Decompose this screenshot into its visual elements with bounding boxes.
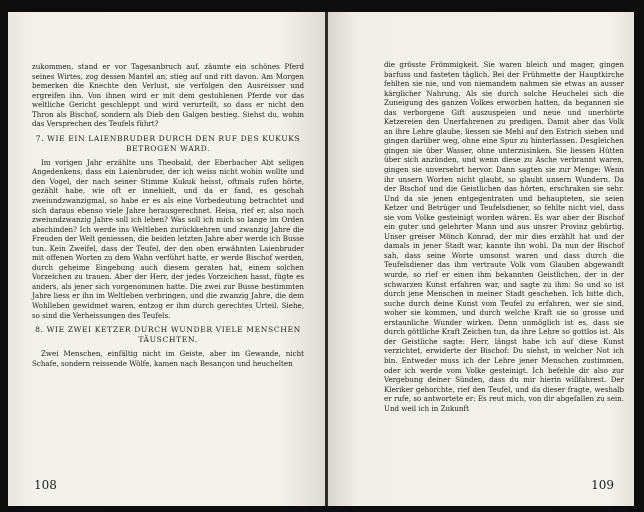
chapter-heading-7: 7. WIE EIN LAIENBRUDER DURCH DEN RUF DES KUKUKS BETROGEN WARD. [35,133,301,153]
page-number-left: 108 [34,478,57,492]
book-spread [8,12,634,506]
right-page-text [384,60,624,413]
intro-paragraph: zukommen, stand er vor Tagesanbruch auf, zäumte ein schönes Pferd seines Wirtes, zog dessen Mantel an, stieg auf und ritt davon. Am Morgen bemerken die Knechte den Verlust, sie verfolgen den Ausreisser und ergreifen ihn. Von ihnen wird er mit dem gestohlenen Pferde vor das weltliche Gericht geschleppt und wird verurteilt, so dass er nicht den Thron als Bischof, sondern als Dieb den Galgen bestieg. Siehst du, wohin das Versprechen des Teufels führt? [32,62,304,129]
left-page-text [32,62,304,368]
page-number-right: 109 [591,478,614,492]
chapter-7-paragraph: Im vorigen Jahr erzählte uns Theobald, der Eberbacher Abt seligen Angedenkens, dass ein Laienbruder, der ich weiss nicht wohin wollte und den Vogel, der nach seiner Stimme Kukuk heisst, oftmals rufen hörte, gezählt habe, wie oft er innehielt, und da er fand, es geschah zweiundzwanzigmal, so habe er es als eine Vorbedeutung betrachtet und sich daraus ebenso viele Jahre herausgerechnet. Heisa, rief er, also noch zweiundzwanzig Jahre soll ich leben? Was soll ich mich so lange im Orden abschinden? Ich werde ins Weltleben zurückkehren und zwanzig Jahre die Freuden der Welt geniessen, die beiden letzten Jahre aber werde ich Busse tun. Kein Zweifel, dass der Teufel, der den oben erwähnten Laienbruder mit offenen Worten zu dem Wahn verführt hatte, er werde Bischof werden, durch geheime Eingebung auch diesem geraten hat, einem solchen Vorzeichen zu trauen. Aber der Herr, der jedes Vorzeichen hasst, fügte es anders, als jener sich vorgenommen hatte. Die zwei zur Busse bestimmten Jahre liess er ihn im Weltleben verbringen, und die zwanzig Jahre, die dem Wohlleben gewidmet waren, entzog er ihm durch gerechtes Urteil. Siehe, so sind die Verheissungen des Teufels. [32,157,304,320]
left-page [8,12,326,506]
chapter-heading-8: 8. WIE ZWEI KETZER DURCH WUNDER VIELE MENSCHEN TÄUSCHTEN. [35,325,301,345]
right-page [328,12,634,506]
right-paragraph: die grösste Frömmigkeit. Sie waren bleich und mager, gingen barfuss und fasteten täglich. Bei der Frühmette der Hauptkirche fehlten sie nie, und von niemandem nahmen sie etwas an ausser kärglicher Nahrung. Als sie durch solche Heuchelei sich die Zuneigung des ganzen Volkes erworben hatten, da begannen sie das verborgene Gift auszuspeien und neue und unerhörte Ketzereien den Unerfahrenen zu predigen. Damit aber das Volk an ihre Lehre glaube, liessen sie Mehl auf den Estrich sieben und gingen darüber weg, ohne eine Spur zu hinterlassen. Desgleichen gingen sie über Wasser, ohne unterzusinken. Sie liessen Hütten über sich anzünden, und wenn diese zu Asche verbrannt waren, gingen sie unversehrt hervor. Dann sagten sie zur Menge: Wenn ihr unsern Worten nicht glaubt, so glaubt unsern Wundern. Da der Bischof und die Geistlichen das hörten, erschraken sie sehr. Und da sie jenen entgegentraten und behaupteten, sie seien Ketzer und Betrüger und Teufelsdiener, so fehlte nicht viel, dass sie vom Volke gesteinigt worden wären. Es war aber der Bischof ein guter und gelehrter Mann und aus unsrer Provinz gebürtig. Unser greiser Mönch Konrad, der mir dies erzählt hat und der damals in jener Stadt war, kannte ihn wohl. Da nun der Bischof sah, dass seine Worte umsonst waren und dass durch die Teufelsdiener das ihm vertraute Volk vom Glauben abgewandt wurde, so rief er einen ihm bekannten Geistlichen, der in der schwarzen Kunst erfahren war, und sagte zu ihm: So und so ist durch jene Menschen in meiner Stadt geschehen. Ich bitte dich, suche durch deine Kunst vom Teufel zu erfahren, wer sie sind, woher sie kommen, und durch welche Kraft sie so grosse und erstaunliche Wunder wirken. Denn unmöglich ist es, dass sie durch göttliche Kraft Zeichen tun, da ihre Lehre so gottlos ist. Als der Geistliche sagte: Herr, längst habe ich auf diese Kunst verzichtet, erwiderte der Bischof: Du siehst, in welcher Not ich bin. Entweder muss ich der Lehre jener Menschen zustimmen, oder ich werde vom Volke gesteinigt. Ich befehle dir also zur Vergebung deiner Sünden, dass du mir hierin willfahrest. Der Kleriker gehorchte, rief den Teufel, und da dieser fragte, weshalb er rufe, so antwortete er: Es reut mich, von dir abgefallen zu sein. Und weil ich in Zukunft [384,60,624,413]
chapter-8-paragraph: Zwei Menschen, einfältig nicht im Geiste, aber im Gewande, nicht Schafe, sondern reissende Wölfe, kamen nach Besançon und heuchelten [32,349,304,368]
